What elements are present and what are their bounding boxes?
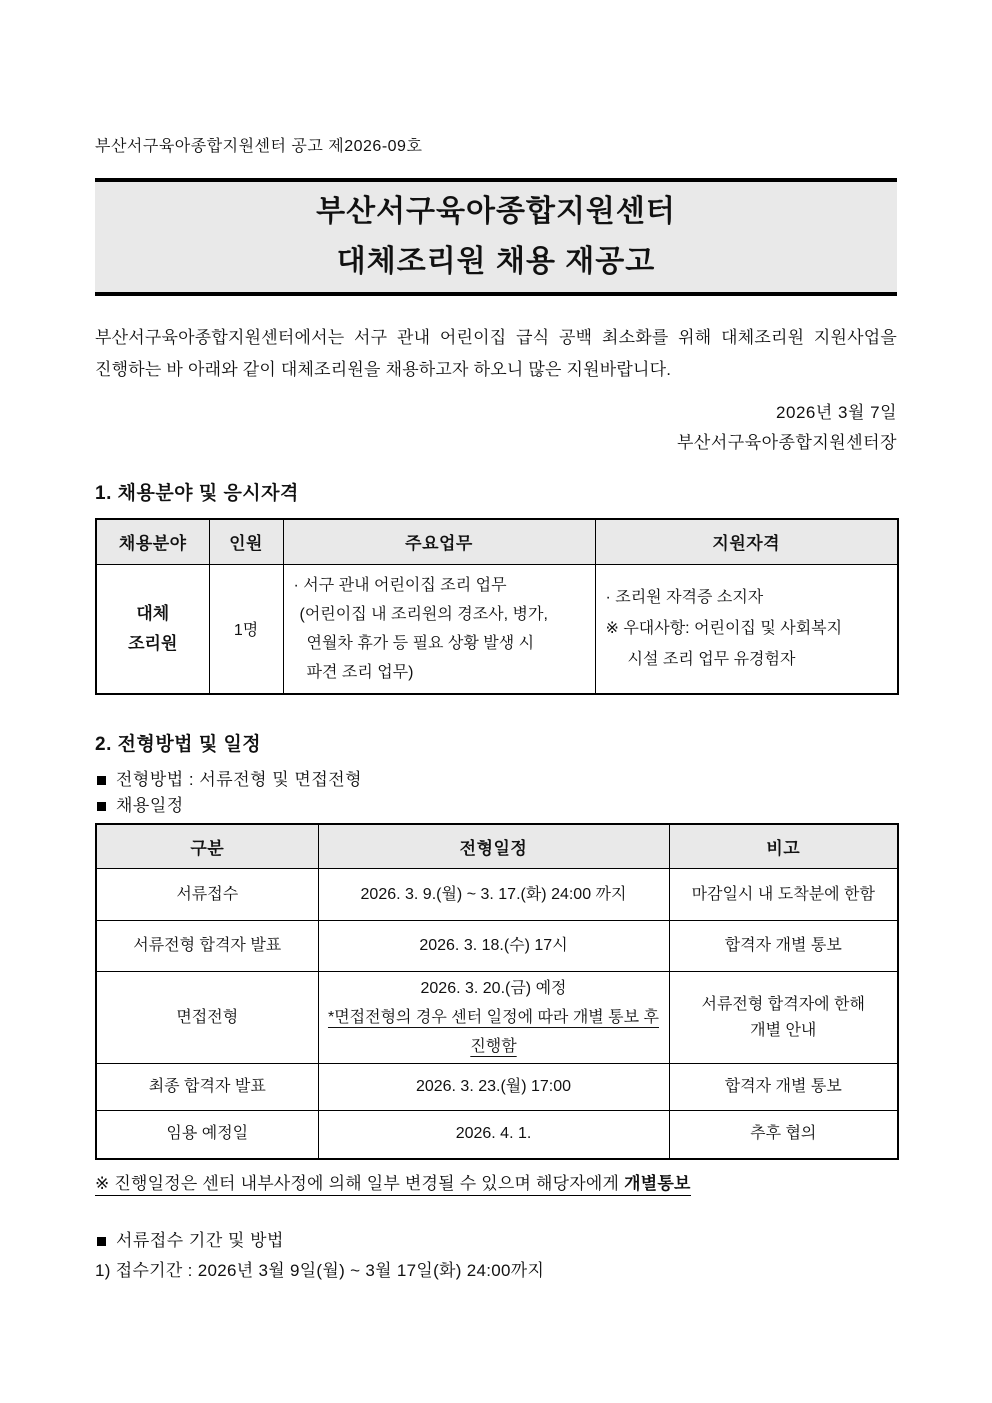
qualification-line: 시설 조리 업무 유경험자 [627, 651, 796, 668]
schedule-row-interview [96, 972, 898, 1064]
duty-line: 파견 조리 업무) [306, 663, 414, 681]
schedule-row-document-pass [96, 921, 898, 972]
duties-cell [283, 564, 595, 694]
schedule-row-documents [96, 869, 898, 921]
duty-line: · 서구 관내 어린이집 조리 업무 [293, 576, 507, 594]
bullet-application-period [95, 1228, 897, 1254]
field-line: 조리원 [128, 633, 178, 653]
section2-heading: 2. 전형방법 및 일정 [95, 733, 262, 755]
qualification-line: · 조리원 자격증 소지자 [605, 589, 764, 606]
recruitment-table-header-row [96, 519, 898, 564]
note-cell: 합격자 개별 통보 [669, 921, 898, 972]
note-cell: 추후 협의 [669, 1111, 898, 1159]
qualification-line: ※ 우대사항: 어린이집 및 사회복지 [605, 620, 843, 637]
square-bullet-icon [97, 776, 106, 785]
footnote-underlined-text [95, 1174, 691, 1196]
schedule-table [95, 823, 899, 1160]
header-cell-field: 채용분야 [96, 519, 209, 564]
note-line: 서류전형 합격자에 한해 [701, 995, 865, 1013]
duty-line: 연월차 휴가 등 필요 상황 발생 시 [306, 634, 535, 652]
square-bullet-icon [97, 1237, 106, 1246]
document-page [95, 137, 897, 1284]
interview-schedule-line: 2026. 3. 20.(금) 예정 [420, 980, 567, 997]
footnote-text: ※ 진행일정은 센터 내부사정에 의해 일부 변경될 수 있으며 해당자에게 [95, 1173, 625, 1193]
bullet-method [95, 767, 897, 793]
announcement-signer: 부산서구육아종합지원센터장 [677, 433, 897, 452]
date-block [95, 398, 897, 458]
square-bullet-icon [97, 802, 106, 811]
application-period-item: 1) 접수기간 : 2026년 3월 9일(월) ~ 3월 17일(화) 24:00까지 [95, 1260, 545, 1280]
schedule-cell: 2026. 3. 18.(수) 17시 [318, 921, 669, 972]
category-cell: 면접전형 [96, 972, 318, 1064]
section1-heading: 1. 채용분야 및 응시자격 [95, 483, 299, 504]
schedule-cell: 2026. 3. 23.(월) 17:00 [318, 1064, 669, 1111]
category-cell: 최종 합격자 발표 [96, 1064, 318, 1111]
note-cell: 마감일시 내 도착분에 한함 [669, 869, 898, 921]
header-cell-note: 비고 [669, 824, 898, 869]
bullet-application-period-label: 서류접수 기간 및 방법 [116, 1230, 284, 1250]
schedule-change-footnote [95, 1172, 897, 1196]
document-title-line2: 대체조리원 채용 재공고 [336, 245, 656, 278]
recruitment-table [95, 518, 899, 695]
note-line: 개별 안내 [750, 1021, 817, 1039]
note-cell [669, 972, 898, 1064]
footnote-bold-text: 개별통보 [624, 1173, 691, 1193]
header-cell-category: 구분 [96, 824, 318, 869]
intro-paragraph: 부산서구육아종합지원센터에서는 서구 관내 어린이집 급식 공백 최소화를 위해 대체조리원 지원사업을 진행하는 바 아래와 같이 대체조리원을 채용하고자 하오니 많은 지원바랍니다. [95, 328, 897, 379]
header-cell-count: 인원 [209, 519, 283, 564]
header-cell-schedule: 전형일정 [318, 824, 669, 869]
field-cell [96, 564, 209, 694]
recruitment-table-row [96, 564, 898, 694]
note-cell: 합격자 개별 통보 [669, 1064, 898, 1111]
field-line: 대체 [136, 603, 170, 623]
announcement-date: 2026년 3월 7일 [776, 403, 897, 422]
schedule-cell: 2026. 3. 9.(월) ~ 3. 17.(화) 24:00 까지 [318, 869, 669, 921]
category-cell: 서류전형 합격자 발표 [96, 921, 318, 972]
schedule-row-final-pass [96, 1064, 898, 1111]
category-cell: 서류접수 [96, 869, 318, 921]
notice-number: 부산서구육아종합지원센터 공고 제2026-09호 [95, 138, 423, 155]
qualification-cell [595, 564, 898, 694]
schedule-cell: 2026. 4. 1. [318, 1111, 669, 1159]
duty-line: (어린이집 내 조리원의 경조사, 병가, [299, 605, 548, 623]
count-cell: 1명 [209, 564, 283, 694]
bullet-method-label: 전형방법 : 서류전형 및 면접전형 [116, 769, 363, 789]
document-title-line1: 부산서구육아종합지원센터 [316, 195, 676, 228]
schedule-table-header-row [96, 824, 898, 869]
bullet-schedule [95, 793, 897, 819]
header-cell-qualification: 지원자격 [595, 519, 898, 564]
schedule-row-appointment [96, 1111, 898, 1159]
header-cell-duties: 주요업무 [283, 519, 595, 564]
category-cell: 임용 예정일 [96, 1111, 318, 1159]
bullet-schedule-label: 채용일정 [116, 795, 184, 815]
title-box [95, 178, 897, 296]
schedule-cell [318, 972, 669, 1064]
interview-schedule-note: *면접전형의 경우 센터 일정에 따라 개별 통보 후 진행함 [327, 1009, 659, 1055]
